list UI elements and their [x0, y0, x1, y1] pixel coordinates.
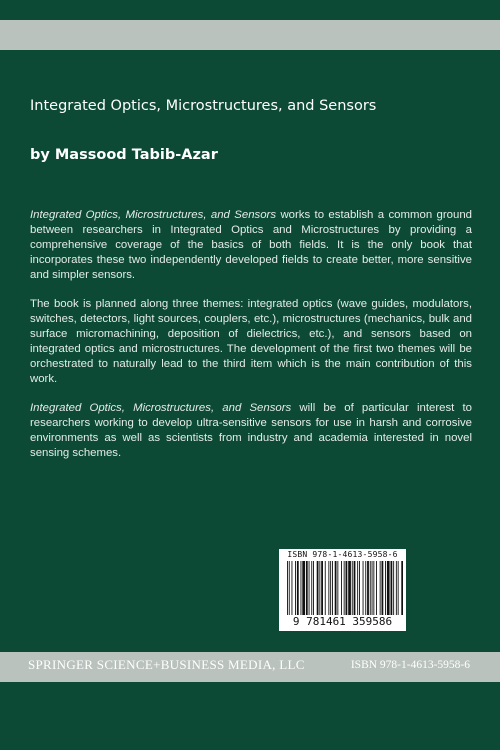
barcode-bar — [346, 561, 348, 619]
title-reference: Integrated Optics, Microstructures, and Sensors — [30, 209, 277, 221]
barcode-bar — [357, 561, 358, 619]
barcode-bar — [370, 561, 371, 619]
blurb-paragraph-2: The book is planned along three themes: integrated optics (wave guides, modulators, switches, detectors, light sources, couplers, etc.), microstructures (mechanics, bulk and surface micromachining, deposition of dielectrics, etc.), and sensors based on integrated optics and microstructures. The development of the first two themes will be orchestrated to naturally lead to the third item which is the main contribution of this work. — [30, 298, 472, 385]
title-reference: Integrated Optics, Microstructures, and Sensors — [30, 402, 292, 414]
barcode-bar — [317, 561, 319, 619]
barcode-bar — [352, 561, 353, 619]
blurb-paragraph-3-text: will be of particular interest to researchers working to develop ultra-sensitive sensors for use in harsh and corrosive environments as well as scientists from industry and academia interested in novel sensing schemes. — [30, 402, 472, 459]
blurb-paragraph-1-text: works to establish a common ground between researchers in Integrated Optics and Microstructures by providing a comprehensive coverage of the basics of both fields. It is the only book that incorporates these two independently developed fields to create better, more sensitive and simpler sensors. — [30, 209, 472, 281]
barcode-bar — [373, 561, 374, 619]
barcode-bar — [328, 561, 329, 619]
barcode-bar — [367, 561, 369, 619]
barcode-bar — [295, 561, 296, 619]
blurb-paragraph-1 — [30, 208, 472, 283]
barcode-bar — [311, 561, 312, 619]
barcode-bar — [382, 561, 384, 619]
barcode-bar — [398, 561, 399, 619]
barcode-bar — [292, 561, 293, 619]
barcode-bar — [297, 561, 299, 619]
barcode-isbn-label: ISBN 978-1-4613-5958-6 — [287, 550, 398, 559]
publisher-name: SPRINGER SCIENCE+BUSINESS MEDIA, LLC — [28, 657, 305, 672]
barcode-bar — [363, 561, 364, 619]
barcode-bar — [376, 561, 377, 619]
barcode-bar — [365, 561, 366, 619]
barcode-bar — [341, 561, 342, 619]
barcode-bar — [372, 561, 373, 619]
barcode-bar — [289, 561, 290, 619]
book-title: Integrated Optics, Microstructures, and Sensors — [30, 98, 377, 114]
book-author: by Massood Tabib-Azar — [30, 147, 218, 163]
barcode-bar — [391, 561, 393, 619]
barcode-bars — [287, 561, 403, 619]
barcode-bar — [302, 561, 305, 619]
barcode-bar — [396, 561, 397, 619]
barcode-bar — [313, 561, 314, 619]
barcode-bar — [309, 561, 310, 619]
top-band — [0, 20, 500, 50]
barcode-bar — [335, 561, 337, 619]
barcode-bar — [385, 561, 386, 619]
barcode-bar — [321, 561, 323, 619]
barcode-bar — [401, 561, 403, 619]
barcode-bar — [348, 561, 351, 619]
barcode-bar — [325, 561, 326, 619]
barcode-bar — [359, 561, 360, 619]
barcode-bar — [380, 561, 381, 619]
isbn-number: ISBN 978-1-4613-5958-6 — [350, 659, 470, 671]
barcode-bar — [319, 561, 320, 619]
barcode-bar — [393, 561, 394, 619]
barcode-bar — [354, 561, 356, 619]
barcode-bar — [387, 561, 390, 619]
barcode-bar — [337, 561, 338, 619]
barcode-bar — [301, 561, 302, 619]
barcode — [279, 549, 406, 631]
blurb-paragraph-3 — [30, 401, 472, 461]
blurb — [30, 208, 472, 475]
barcode-digits: 9 781461 359586 — [279, 615, 406, 628]
barcode-bar — [330, 561, 331, 619]
barcode-bar — [306, 561, 308, 619]
barcode-bar — [332, 561, 333, 619]
barcode-bar — [344, 561, 345, 619]
barcode-bar — [287, 561, 288, 619]
